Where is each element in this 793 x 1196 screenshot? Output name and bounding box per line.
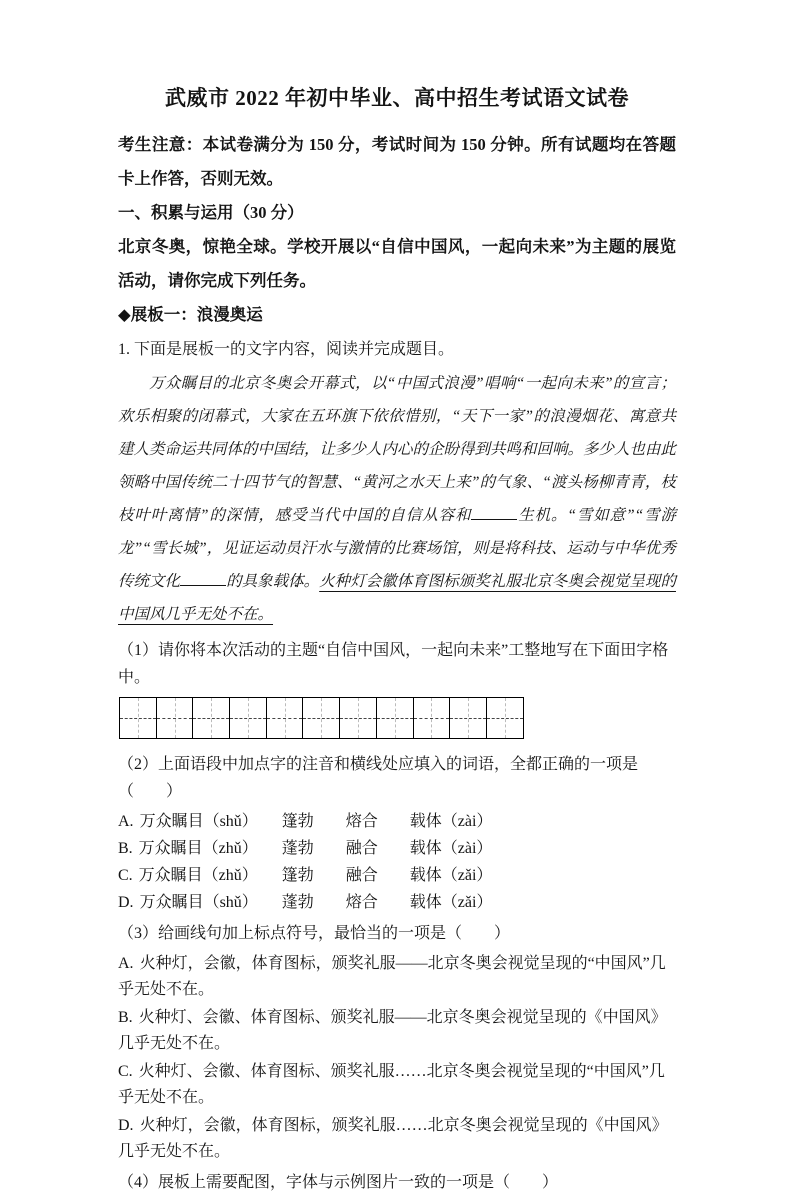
passage-segment: 体。 xyxy=(288,573,320,590)
q1-2-option-a xyxy=(118,809,676,835)
tianzige-cell xyxy=(303,697,340,739)
q1-3-option-a xyxy=(118,951,676,1003)
tianzige-cell xyxy=(414,697,451,739)
option-label: B. xyxy=(118,840,133,857)
tianzige-cell xyxy=(487,697,524,739)
section-1-heading: 一、积累与运用（30 分） xyxy=(118,203,304,222)
q1-2-option-b xyxy=(118,836,676,862)
dotted-char-zai: 载 xyxy=(272,573,289,590)
tianzige-cell xyxy=(230,697,267,739)
section-1-intro: 北京冬奥，惊艳全球。学校开展以“自信中国风，一起向未来”为主题的展览活动，请你完成下列任务。 xyxy=(118,237,676,290)
option-text: 火种灯、会徽、体育图标、颁奖礼服……北京冬奥会视觉呈现的“中国风”几乎无处不在。 xyxy=(118,1063,665,1106)
board-1-heading: ◆展板一：浪漫奥运 xyxy=(118,305,263,324)
option-text: 万众瞩目（shǔ） 蓬勃 熔合 载体（zǎi） xyxy=(139,894,493,911)
question-1-passage xyxy=(118,367,676,631)
q1-3-option-c xyxy=(118,1059,676,1111)
option-label: D. xyxy=(118,1117,134,1134)
tianzige-cell xyxy=(267,697,304,739)
passage-segment: 生机。“雪如意”“雪游龙”“雪长城”，见证运动员汗水与激情的比赛场馆，则是将科技、运动与中华优秀传统文化 xyxy=(118,507,676,590)
underlined-sentence: 火种灯会徽体育图标颁奖礼服北京冬奥会视觉呈现的中国风几乎无处不在。 xyxy=(118,573,676,623)
passage-blank-2 xyxy=(180,571,226,586)
option-text: 火种灯，会徽，体育图标，颁奖礼服……北京冬奥会视觉呈现的《中国风》几乎无处不在。 xyxy=(118,1117,668,1160)
dotted-char-zhu: 瞩 xyxy=(180,375,197,392)
question-1-1-stem: （1）请你将本次活动的主题“自信中国风，一起向未来”工整地写在下面田字格中。 xyxy=(118,642,669,686)
page-title: 武威市 2022 年初中毕业、高中招生考试语文试卷 xyxy=(165,86,629,110)
passage-segment: 目的北京冬奥会开幕式，以“中国式浪漫”唱响“一起向未来”的宣言；欢乐相聚的闭幕式，大家在五环旗下依依惜别，“天下一家”的浪漫烟花、寓意共建人类命运共同体的中国结，让多少人内心的企盼得到共鸣和回响。多少人也由此领略中国传统二十四节气的智慧、“黄河之水天上来”的气象、“渡头杨柳青青，枝枝叶叶离情”的深情，感受当代中国的自信从容和 xyxy=(118,375,677,524)
q1-2-option-d xyxy=(118,890,676,916)
option-label: B. xyxy=(118,1009,133,1026)
question-1-4-stem: （4）展板上需要配图，字体与示例图片一致的一项是（ ） xyxy=(118,1174,559,1191)
option-text: 火种灯、会徽、体育图标、颁奖礼服——北京冬奥会视觉呈现的《中国风》几乎无处不在。 xyxy=(118,1009,667,1052)
question-1-2-stem: （2）上面语段中加点字的注音和横线处应填入的词语，全都正确的一项是（ ） xyxy=(118,756,639,800)
tianzige-cell xyxy=(193,697,230,739)
option-text: 万众瞩目（shǔ） 篷勃 熔合 载体（zài） xyxy=(139,813,493,830)
q1-3-option-d xyxy=(118,1113,676,1165)
exam-notice: 考生注意：本试卷满分为 150 分，考试时间为 150 分钟。所有试题均在答题卡上作答，否则无效。 xyxy=(118,135,676,188)
option-text: 万众瞩目（zhǔ） 篷勃 融合 载体（zǎi） xyxy=(138,867,493,884)
tianzige-grid xyxy=(119,697,534,739)
option-label: C. xyxy=(118,867,133,884)
option-label: A. xyxy=(118,955,134,972)
passage-segment: 万众 xyxy=(149,375,181,392)
option-label: A. xyxy=(118,813,134,830)
option-text: 万众瞩目（zhǔ） 蓬勃 融合 载体（zài） xyxy=(138,840,493,857)
q1-2-option-c xyxy=(118,863,676,889)
passage-segment: 的具象 xyxy=(226,573,273,590)
passage-blank-1 xyxy=(471,505,517,520)
tianzige-cell xyxy=(119,697,157,739)
q1-3-option-b xyxy=(118,1005,676,1057)
tianzige-cell xyxy=(157,697,194,739)
option-label: C. xyxy=(118,1063,133,1080)
option-text: 火种灯，会徽，体育图标，颁奖礼服——北京冬奥会视觉呈现的“中国风”几乎无处不在。 xyxy=(118,955,666,998)
tianzige-cell xyxy=(377,697,414,739)
tianzige-cell xyxy=(450,697,487,739)
option-label: D. xyxy=(118,894,134,911)
question-1-3-stem: （3）给画线句加上标点符号，最恰当的一项是（ ） xyxy=(118,925,511,942)
question-1-stem: 1. 下面是展板一的文字内容，阅读并完成题目。 xyxy=(118,341,455,358)
tianzige-cell xyxy=(340,697,377,739)
